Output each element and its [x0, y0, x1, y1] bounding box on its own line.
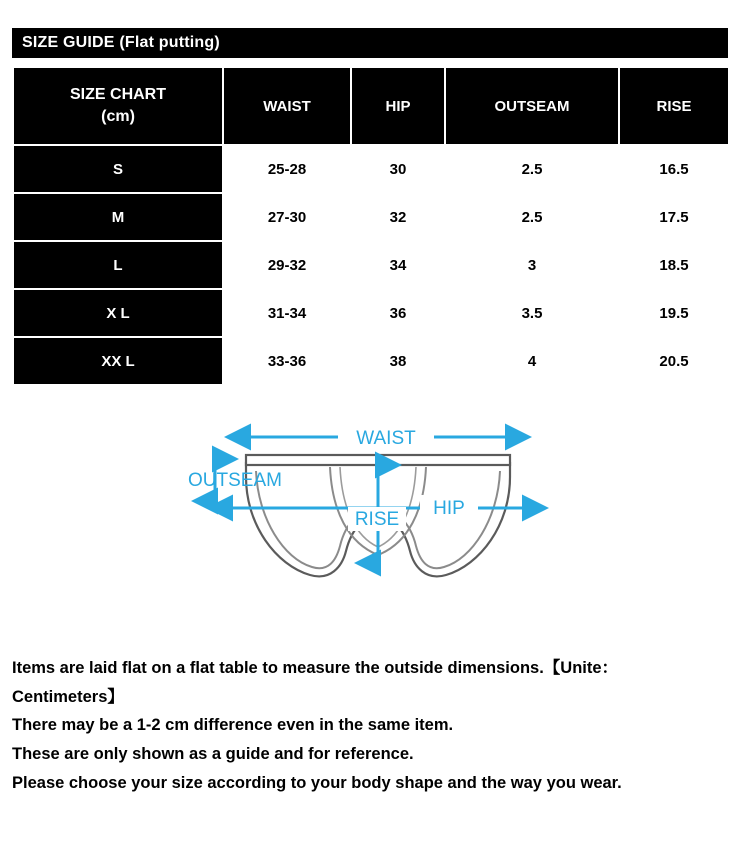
- column-header-rise: RISE: [619, 67, 729, 145]
- column-header-size-line2: (cm): [101, 108, 135, 125]
- column-header-outseam: OUTSEAM: [445, 67, 619, 145]
- row-outseam-value: 3.5: [445, 289, 619, 337]
- row-outseam-value: 4: [445, 337, 619, 385]
- note-line: Centimeters】: [12, 687, 124, 706]
- note-line: Please choose your size according to your body shape and the way you wear.: [12, 773, 622, 792]
- row-waist-value: 25-28: [223, 145, 351, 193]
- row-size-label: X L: [13, 289, 223, 337]
- row-rise-value: 20.5: [619, 337, 729, 385]
- hip-label: HIP: [433, 498, 465, 519]
- row-hip-value: 30: [351, 145, 445, 193]
- note-line: These are only shown as a guide and for reference.: [12, 745, 414, 764]
- row-hip-value: 38: [351, 337, 445, 385]
- row-waist-value: 29-32: [223, 241, 351, 289]
- waist-label: WAIST: [356, 428, 416, 449]
- table-row: [13, 145, 729, 193]
- row-outseam-value: 2.5: [445, 145, 619, 193]
- measurement-diagram: [180, 415, 570, 605]
- row-waist-value: 27-30: [223, 193, 351, 241]
- table-row: [13, 289, 729, 337]
- row-outseam-value: 3: [445, 241, 619, 289]
- rise-label: RISE: [354, 509, 400, 530]
- table-row: [13, 241, 729, 289]
- row-waist-value: 33-36: [223, 337, 351, 385]
- table-header-row: [13, 67, 729, 145]
- notes-section: [12, 655, 728, 799]
- row-size-label: XX L: [13, 337, 223, 385]
- page-title-text: SIZE GUIDE (Flat putting): [22, 34, 220, 51]
- size-chart-table: [12, 66, 730, 386]
- row-rise-value: 17.5: [619, 193, 729, 241]
- row-waist-value: 31-34: [223, 289, 351, 337]
- outseam-label: OUTSEAM: [188, 470, 282, 491]
- row-hip-value: 34: [351, 241, 445, 289]
- row-outseam-value: 2.5: [445, 193, 619, 241]
- row-rise-value: 19.5: [619, 289, 729, 337]
- row-size-label: M: [13, 193, 223, 241]
- page-title: [12, 28, 728, 58]
- note-line: Items are laid flat on a flat table to measure the outside dimensions.【Unite：: [12, 659, 619, 677]
- row-rise-value: 16.5: [619, 145, 729, 193]
- row-size-label: L: [13, 241, 223, 289]
- row-rise-value: 18.5: [619, 241, 729, 289]
- row-hip-value: 32: [351, 193, 445, 241]
- table-row: [13, 337, 729, 385]
- row-size-label: S: [13, 145, 223, 193]
- table-row: [13, 193, 729, 241]
- column-header-hip: HIP: [351, 67, 445, 145]
- column-header-size: [13, 67, 223, 145]
- column-header-waist: WAIST: [223, 67, 351, 145]
- note-line: There may be a 1-2 cm difference even in the same item.: [12, 716, 454, 735]
- row-hip-value: 36: [351, 289, 445, 337]
- column-header-size-line1: SIZE CHART: [70, 86, 166, 104]
